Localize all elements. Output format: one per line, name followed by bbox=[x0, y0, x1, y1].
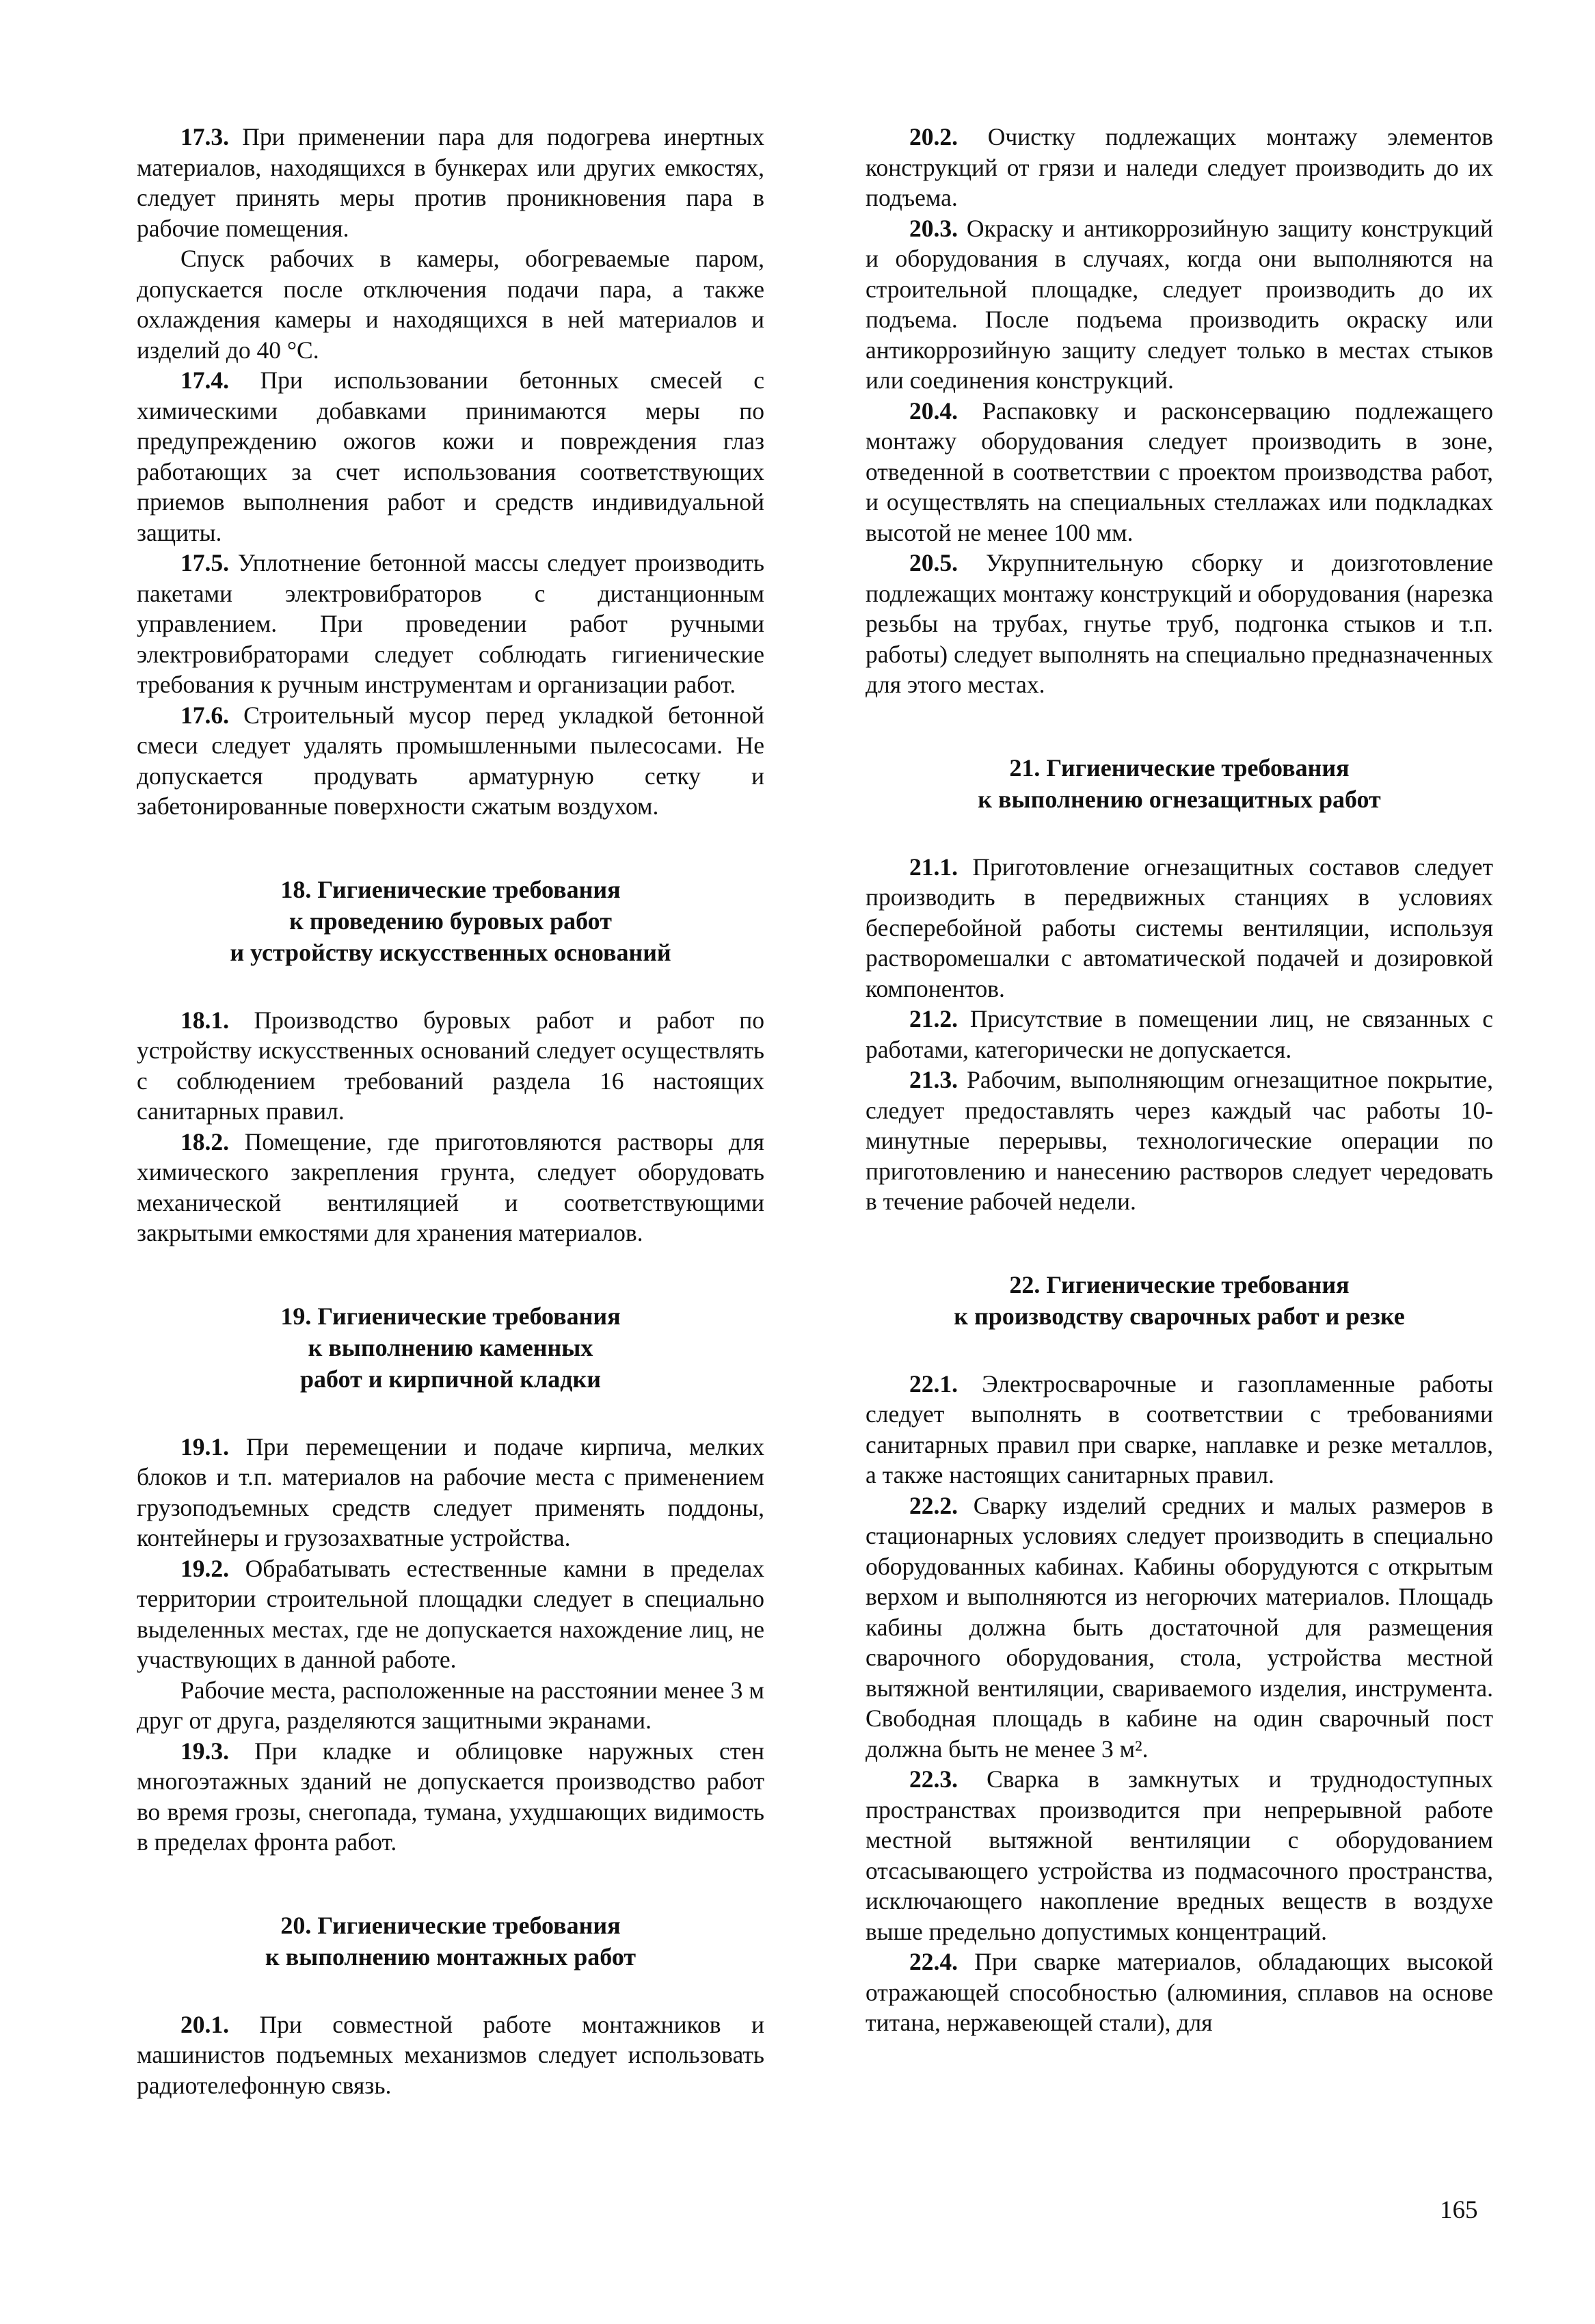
paragraph bbox=[866, 1004, 1493, 1065]
section-heading bbox=[137, 1910, 764, 1973]
paragraph bbox=[866, 1764, 1493, 1947]
clause-number: 17.5. bbox=[180, 549, 229, 576]
clause-number: 20.1. bbox=[180, 2010, 229, 2038]
paragraph-text: Уплотнение бетонной массы следует производить пакетами электровибраторов с дистанционным управлением. При проведении работ ручными электровибраторами следует соблюдать гигиенические требования к ручным инструментам и организации работ. bbox=[137, 549, 764, 698]
section-heading-line: к выполнению каменных bbox=[308, 1333, 593, 1361]
paragraph bbox=[866, 122, 1493, 213]
paragraph bbox=[137, 2009, 764, 2101]
paragraph bbox=[137, 548, 764, 700]
paragraph bbox=[866, 1369, 1493, 1491]
section-heading-line: к проведению буровых работ bbox=[289, 907, 612, 935]
paragraph bbox=[866, 852, 1493, 1004]
clause-number: 20.3. bbox=[909, 214, 958, 242]
clause-number: 18.2. bbox=[180, 1127, 229, 1156]
paragraph-text: Обрабатывать естественные камни в пределах территории строительной площадки следует в специально выделенных местах, где не допускается нахождение лиц, не участвующих в данной работе. bbox=[137, 1554, 764, 1673]
paragraph bbox=[866, 548, 1493, 700]
page-number: 165 bbox=[1440, 2196, 1478, 2224]
paragraph bbox=[137, 243, 764, 365]
section-heading bbox=[866, 1269, 1493, 1332]
right-column bbox=[866, 122, 1493, 2038]
paragraph-text: Электросварочные и газопламенные работы следует выполнять в соответствии с требованиями санитарных правил при сварке, наплавке и резке металлов, а также настоящих санитарных правил. bbox=[866, 1370, 1493, 1488]
paragraph-text: При применении пара для подогрева инертных материалов, находящихся в бункерах или других емкостях, следует принять меры против проникновения пара в рабочие помещения. bbox=[137, 123, 764, 242]
paragraph-text: При использовании бетонных смесей с химическими добавками принимаются меры по предупреждению ожогов кожи и повреждения глаз работающих за счет использования соответствующих приемов выполнения работ и средств индивидуальной защиты. bbox=[137, 366, 764, 546]
clause-number: 22.4. bbox=[909, 1948, 958, 1975]
clause-number: 20.2. bbox=[909, 123, 958, 150]
clause-number: 19.3. bbox=[180, 1737, 229, 1765]
clause-number: 22.2. bbox=[909, 1491, 958, 1519]
clause-number: 17.3. bbox=[180, 123, 229, 150]
paragraph-text: Приготовление огнезащитных составов следует производить в передвижных станциях в условиях бесперебойной работы системы вентиляции, используя растворомешалки с автоматической подачей и дозировкой компонентов. bbox=[866, 853, 1493, 1002]
paragraph bbox=[866, 1065, 1493, 1217]
paragraph bbox=[137, 122, 764, 243]
paragraph-text: Распаковку и расконсервацию подлежащего монтажу оборудования следует производить в зоне, отведенной в соответствии с проектом производства работ, и осуществлять на специальных стеллажах или подкладках высотой не менее 100 мм. bbox=[866, 397, 1493, 546]
clause-number: 22.1. bbox=[909, 1370, 958, 1398]
paragraph bbox=[137, 1675, 764, 1736]
paragraph-text: Спуск рабочих в камеры, обогреваемые паром, допускается после отключения подачи пара, а также охлаждения камеры и находящихся в ней материалов и изделий до 40 °С. bbox=[137, 245, 764, 364]
paragraph-text: При перемещении и подаче кирпича, мелких блоков и т.п. материалов на рабочие места с применением грузоподъемных средств следует применять поддоны, контейнеры и грузозахватные устройства. bbox=[137, 1432, 764, 1551]
section-heading-line: к выполнению монтажных работ bbox=[265, 1942, 636, 1971]
clause-number: 17.4. bbox=[180, 366, 229, 394]
paragraph-text: Укрупнительную сборку и доизготовление подлежащих монтажу конструкций и оборудования (нарезка резьбы на трубах, гнутье труб, подгонка стыков и т.п. работы) следует выполнять на специально предназначенных для этого местах. bbox=[866, 549, 1493, 698]
paragraph bbox=[137, 1127, 764, 1248]
paragraph-text: Строительный мусор перед укладкой бетонной смеси следует удалять промышленными пылесосами. Не допускается продувать арматурную сетку и забетонированные поверхности сжатым воздухом. bbox=[137, 701, 764, 820]
section-heading-line: 21. Гигиенические требования bbox=[1009, 753, 1350, 782]
paragraph-text: Рабочим, выполняющим огнезащитное покрытие, следует предоставлять через каждый час работы 10-минутные перерывы, технологические операции по приготовлению и нанесению растворов следует чередовать в течение рабочей недели. bbox=[866, 1066, 1493, 1215]
section-heading-line: к производству сварочных работ и резке bbox=[954, 1302, 1405, 1330]
left-column bbox=[137, 122, 764, 2100]
section-heading-line: 20. Гигиенические требования bbox=[280, 1911, 621, 1939]
section-heading-line: 22. Гигиенические требования bbox=[1009, 1270, 1350, 1298]
paragraph bbox=[137, 1005, 764, 1127]
section-heading-line: 19. Гигиенические требования bbox=[280, 1302, 621, 1330]
paragraph-text: Рабочие места, расположенные на расстоянии менее 3 м друг от друга, разделяются защитными экранами. bbox=[137, 1676, 764, 1734]
paragraph-text: При совместной работе монтажников и машинистов подъемных механизмов следует использовать радиотелефонную связь. bbox=[137, 2010, 764, 2099]
paragraph bbox=[866, 1491, 1493, 1765]
clause-number: 17.6. bbox=[180, 701, 229, 729]
paragraph bbox=[137, 365, 764, 548]
paragraph-text: При сварке материалов, обладающих высокой отражающей способностью (алюминия, сплавов на основе титана, нержавеющей стали), для bbox=[866, 1948, 1493, 2036]
paragraph bbox=[866, 213, 1493, 396]
clause-number: 20.4. bbox=[909, 397, 958, 425]
paragraph bbox=[137, 700, 764, 822]
section-heading-line: к выполнению огнезащитных работ bbox=[978, 785, 1381, 813]
paragraph-text: Окраску и антикоррозийную защиту конструкций и оборудования в случаях, когда они выполняются на строительной площадке, следует производить до их подъема. После подъема производить окраску или антикоррозийную защиту следует только в местах стыков или соединения конструкций. bbox=[866, 214, 1493, 394]
paragraph bbox=[866, 1947, 1493, 2038]
clause-number: 21.2. bbox=[909, 1005, 958, 1032]
paragraph bbox=[137, 1553, 764, 1675]
clause-number: 21.1. bbox=[909, 853, 958, 881]
clause-number: 20.5. bbox=[909, 549, 958, 576]
paragraph-text: Очистку подлежащих монтажу элементов конструкций от грязи и наледи следует производить до их подъема. bbox=[866, 123, 1493, 211]
section-heading-line: и устройству искусственных оснований bbox=[230, 938, 671, 966]
paragraph-text: При кладке и облицовке наружных стен многоэтажных зданий не допускается производство работ во время грозы, снегопада, тумана, ухудшающих видимость в пределах фронта работ. bbox=[137, 1737, 764, 1856]
section-heading bbox=[137, 874, 764, 968]
paragraph bbox=[866, 396, 1493, 548]
clause-number: 21.3. bbox=[909, 1066, 958, 1093]
clause-number: 19.2. bbox=[180, 1554, 229, 1582]
section-heading bbox=[137, 1300, 764, 1395]
paragraph-text: Присутствие в помещении лиц, не связанных с работами, категорически не допускается. bbox=[866, 1005, 1493, 1063]
paragraph-text: Сварку изделий средних и малых размеров в стационарных условиях следует производить в специально оборудованных кабинах. Кабины оборудуются с открытым верхом и выполняются из негорючих материалов. Площадь кабины должна быть достаточной для размещения сварочного оборудования, стола, устройства местной вытяжной вентиляции, свариваемого изделия, инструмента. Свободная площадь в кабине на один сварочный пост должна быть не менее 3 м². bbox=[866, 1491, 1493, 1763]
paragraph bbox=[137, 1736, 764, 1858]
paragraph-text: Производство буровых работ и работ по устройству искусственных оснований следует осуществлять с соблюдением требований раздела 16 настоящих санитарных правил. bbox=[137, 1006, 764, 1125]
clause-number: 22.3. bbox=[909, 1765, 958, 1793]
section-heading-line: работ и кирпичной кладки bbox=[300, 1365, 601, 1393]
clause-number: 19.1. bbox=[180, 1432, 229, 1460]
paragraph-text: Помещение, где приготовляются растворы для химического закрепления грунта, следует оборудовать механической вентиляцией и соответствующими закрытыми емкостями для хранения материалов. bbox=[137, 1127, 764, 1246]
clause-number: 18.1. bbox=[180, 1006, 229, 1034]
paragraph bbox=[137, 1432, 764, 1553]
section-heading-line: 18. Гигиенические требования bbox=[280, 875, 621, 903]
section-heading bbox=[866, 752, 1493, 815]
paragraph-text: Сварка в замкнутых и труднодоступных пространствах производится при непрерывной работе местной вытяжной вентиляции с оборудованием отсасывающего устройства из подмасочного пространства, исключающего накопление вредных веществ в воздухе выше предельно допустимых концентраций. bbox=[866, 1765, 1493, 1945]
